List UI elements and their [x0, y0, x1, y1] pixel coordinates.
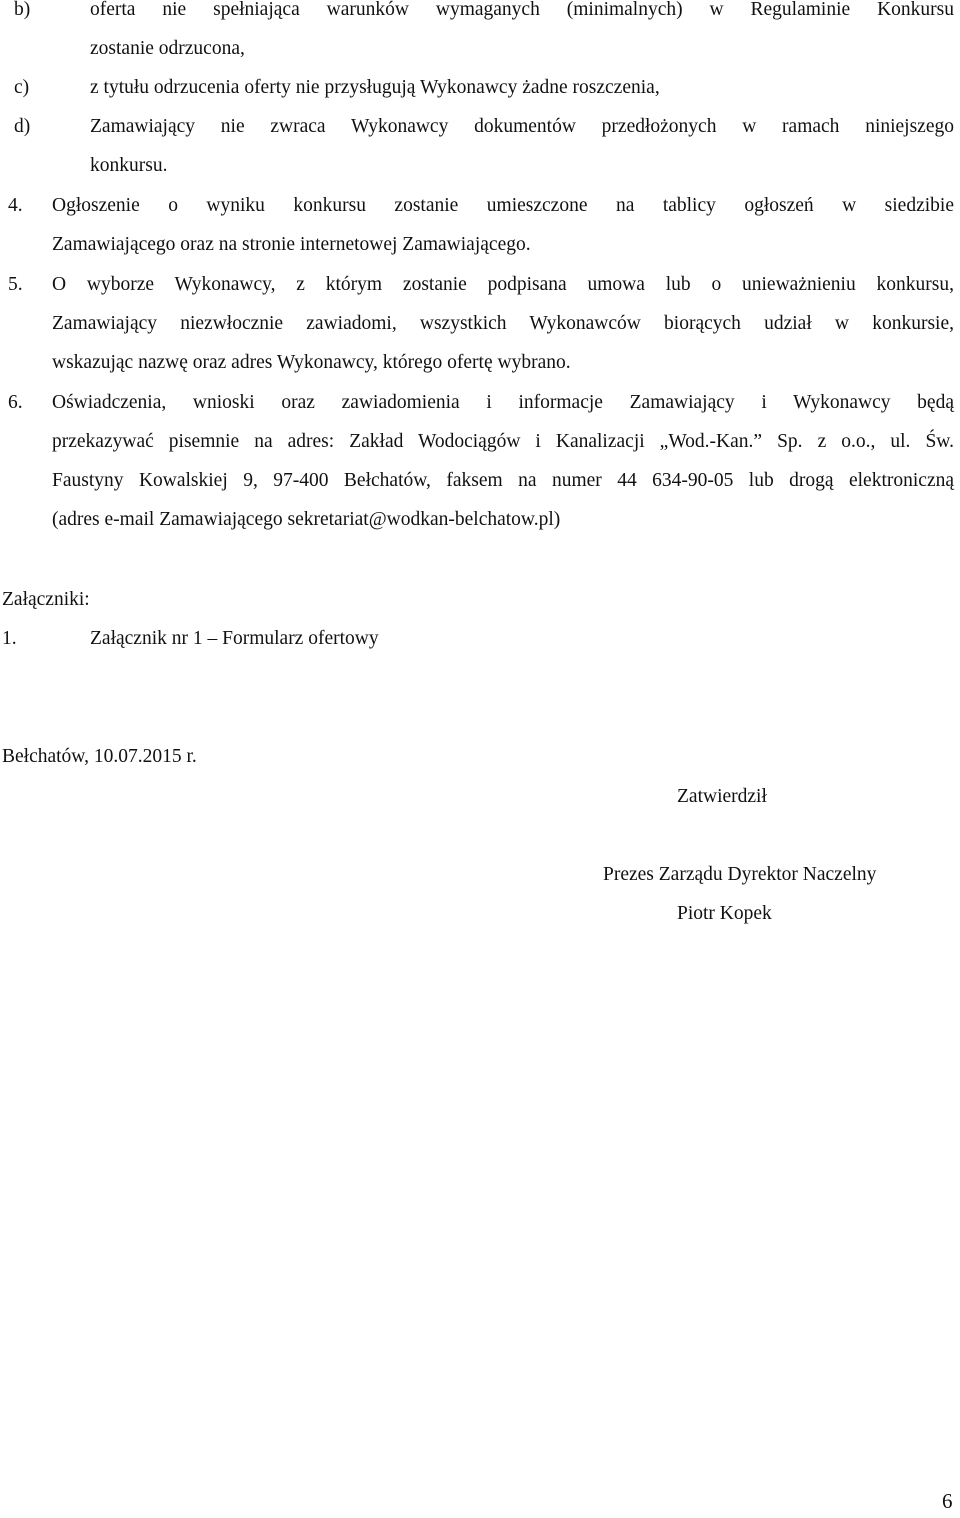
list-marker-b: b) [14, 0, 31, 20]
list-marker-4: 4. [8, 195, 23, 216]
attachment-item-text: Załącznik nr 1 – Formularz ofertowy [90, 628, 379, 649]
item-5-line-1: O wyborze Wykonawcy, z którym zostanie podpisana umowa lub o unieważnieniu konkursu, [52, 274, 954, 295]
attachment-item-marker: 1. [2, 628, 17, 649]
item-c-line-1: z tytułu odrzucenia oferty nie przysługują Wykonawcy żadne roszczenia, [90, 77, 660, 98]
attachments-heading: Załączniki: [2, 589, 90, 610]
item-d-line-2: konkursu. [90, 155, 168, 176]
item-4-line-1: Ogłoszenie o wyniku konkursu zostanie umieszczone na tablicy ogłoszeń w siedzibie [52, 195, 954, 216]
item-d-line-1: Zamawiający nie zwraca Wykonawcy dokumentów przedłożonych w ramach niniejszego [90, 116, 954, 137]
approval-label: Zatwierdził [677, 786, 767, 807]
item-5-line-2: Zamawiający niezwłocznie zawiadomi, wszystkich Wykonawców biorących udział w konkursie, [52, 313, 954, 334]
item-6-line-2: przekazywać pisemnie na adres: Zakład Wodociągów i Kanalizacji „Wod.-Kan.” Sp. z o.o., ul. Św. [52, 431, 954, 452]
item-b-line-2: zostanie odrzucona, [90, 38, 245, 59]
item-6-line-1: Oświadczenia, wnioski oraz zawiadomienia i informacje Zamawiający i Wykonawcy będą [52, 392, 954, 413]
item-6-line-3: Faustyny Kowalskiej 9, 97-400 Bełchatów, faksem na numer 44 634-90-05 lub drogą elektroniczną [52, 470, 954, 491]
page-number: 6 [942, 1489, 953, 1513]
item-6-line-4: (adres e-mail Zamawiającego sekretariat@wodkan-belchatow.pl) [52, 509, 561, 530]
list-marker-c: c) [14, 77, 30, 98]
approver-name: Piotr Kopek [677, 903, 772, 924]
list-marker-d: d) [14, 116, 31, 137]
list-marker-5: 5. [8, 274, 23, 295]
approver-position: Prezes Zarządu Dyrektor Naczelny [603, 864, 877, 885]
item-4-line-2: Zamawiającego oraz na stronie internetowej Zamawiającego. [52, 234, 531, 255]
place-date: Bełchatów, 10.07.2015 r. [2, 746, 197, 767]
item-b-line-1: oferta nie spełniająca warunków wymaganych (minimalnych) w Regulaminie Konkursu [90, 0, 954, 20]
item-5-line-3: wskazując nazwę oraz adres Wykonawcy, którego ofertę wybrano. [52, 352, 571, 373]
list-marker-6: 6. [8, 392, 23, 413]
